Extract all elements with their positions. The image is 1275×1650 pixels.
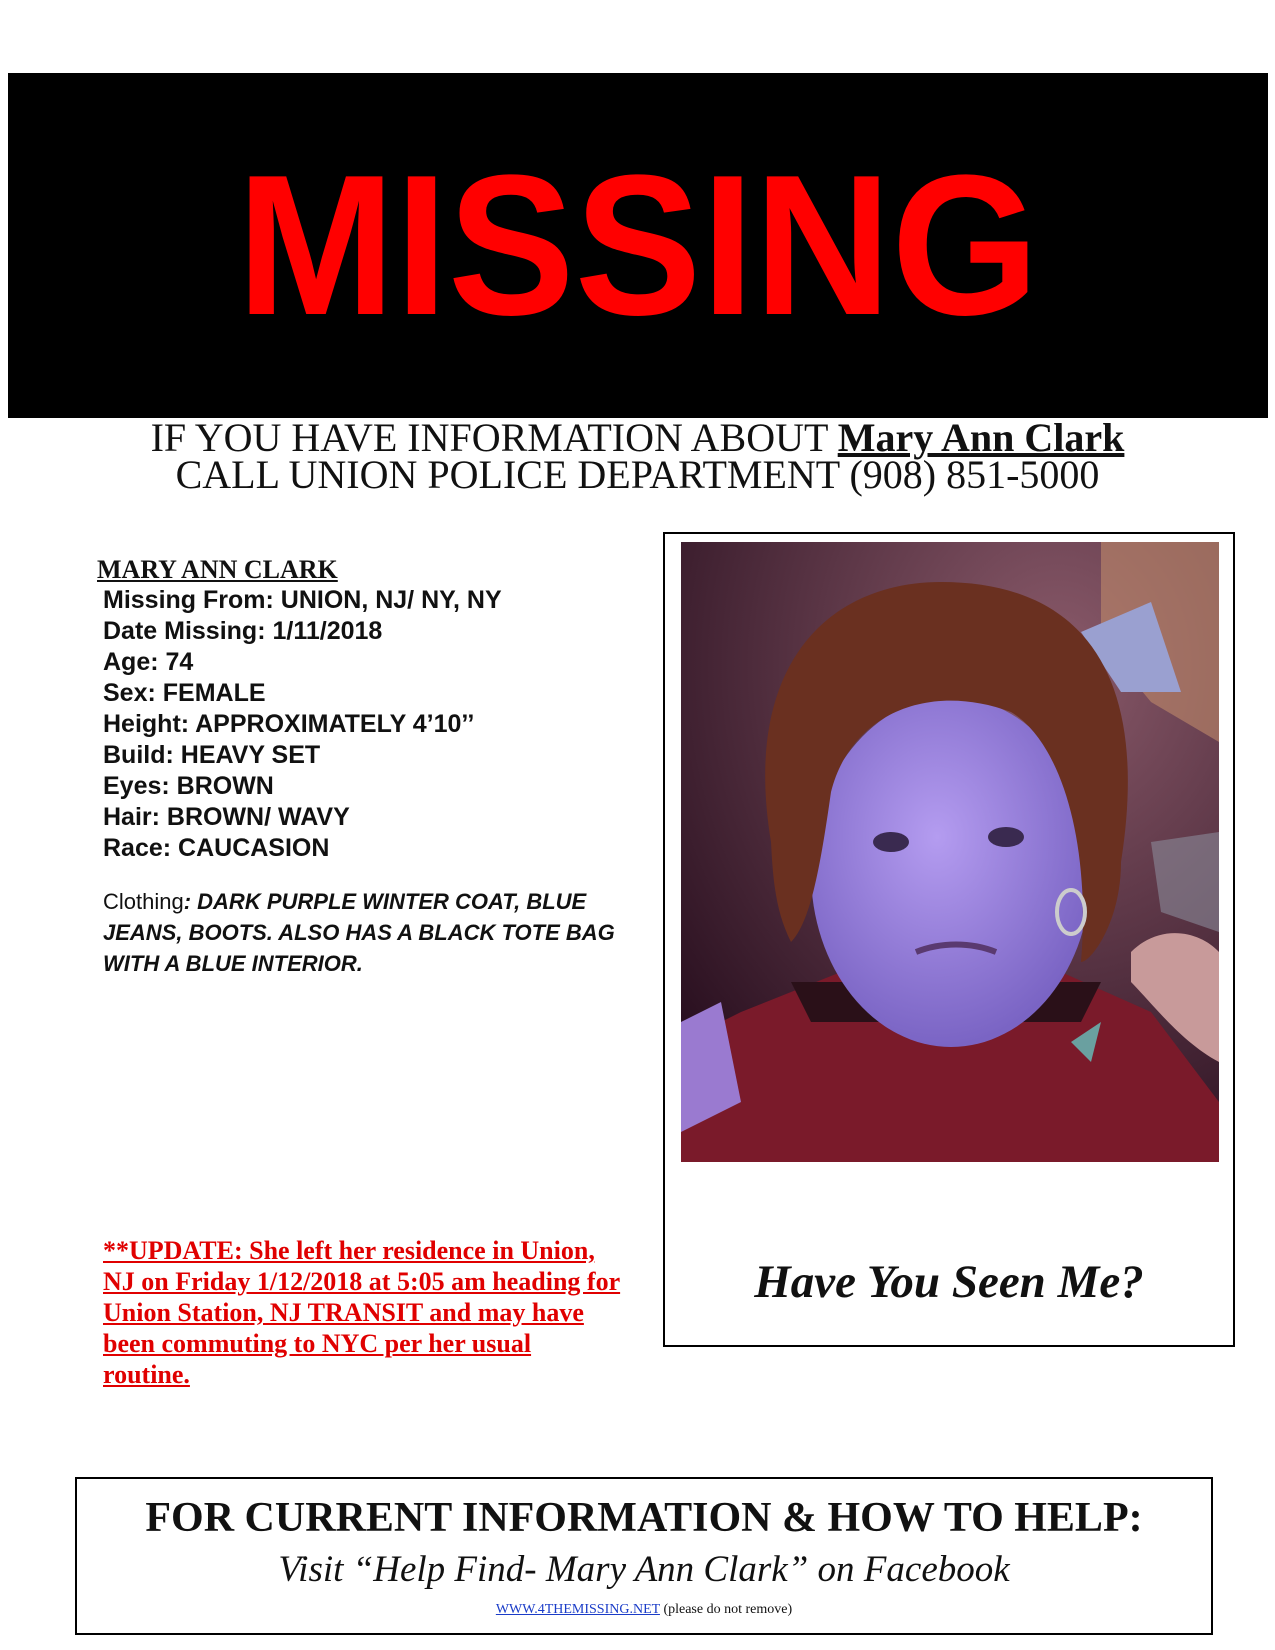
photo-caption: Have You Seen Me? — [754, 1256, 1144, 1308]
fact-missing-from: Missing From: UNION, NJ/ NY, NY — [103, 586, 502, 614]
fact-build: Build: HEAVY SET — [103, 741, 321, 769]
missing-person-photo — [681, 542, 1219, 1162]
info-name: Mary Ann Clark — [837, 415, 1125, 460]
clothing-value: : DARK PURPLE WINTER COAT, BLUE JEANS, BOOTS. ALSO HAS A BLACK TOTE BAG WITH A BLUE INTERIOR. — [103, 889, 615, 976]
fact-date-missing: Date Missing: 1/11/2018 — [103, 617, 383, 645]
photo-frame — [663, 532, 1235, 1347]
portrait-illustration — [681, 542, 1219, 1162]
footer-heading: FOR CURRENT INFORMATION & HOW TO HELP: — [145, 1495, 1143, 1541]
clothing-description — [103, 886, 643, 979]
info-prefix: IF YOU HAVE INFORMATION ABOUT — [150, 415, 838, 460]
footer-facebook: Visit “Help Find- Mary Ann Clark” on Facebook — [278, 1549, 1010, 1590]
fact-hair: Hair: BROWN/ WAVY — [103, 803, 350, 831]
website-link[interactable]: WWW.4THEMISSING.NET — [495, 1602, 660, 1617]
fact-height: Height: APPROXIMATELY 4’10’’ — [103, 710, 475, 738]
fact-sex: Sex: FEMALE — [103, 679, 266, 707]
footer-note: (please do not remove) — [659, 1602, 793, 1617]
info-line-2: CALL UNION POLICE DEPARTMENT (908) 851-5000 — [175, 452, 1100, 497]
details-name: MARY ANN CLARK — [97, 555, 338, 584]
fact-race: Race: CAUCASION — [103, 834, 330, 862]
fact-eyes: Eyes: BROWN — [103, 772, 274, 800]
fact-age: Age: 74 — [103, 648, 194, 676]
details-panel — [82, 555, 642, 979]
update-notice: **UPDATE: She left her residence in Union, NJ on Friday 1/12/2018 at 5:05 am heading for Union Station, NJ TRANSIT and may have been commuting to NYC per her usual routine. — [103, 1236, 621, 1389]
footer-box — [75, 1477, 1213, 1635]
banner-title: MISSING — [236, 134, 1040, 357]
clothing-label: Clothing — [103, 889, 184, 914]
footer-small-print — [77, 1601, 1211, 1619]
missing-banner — [8, 73, 1268, 418]
